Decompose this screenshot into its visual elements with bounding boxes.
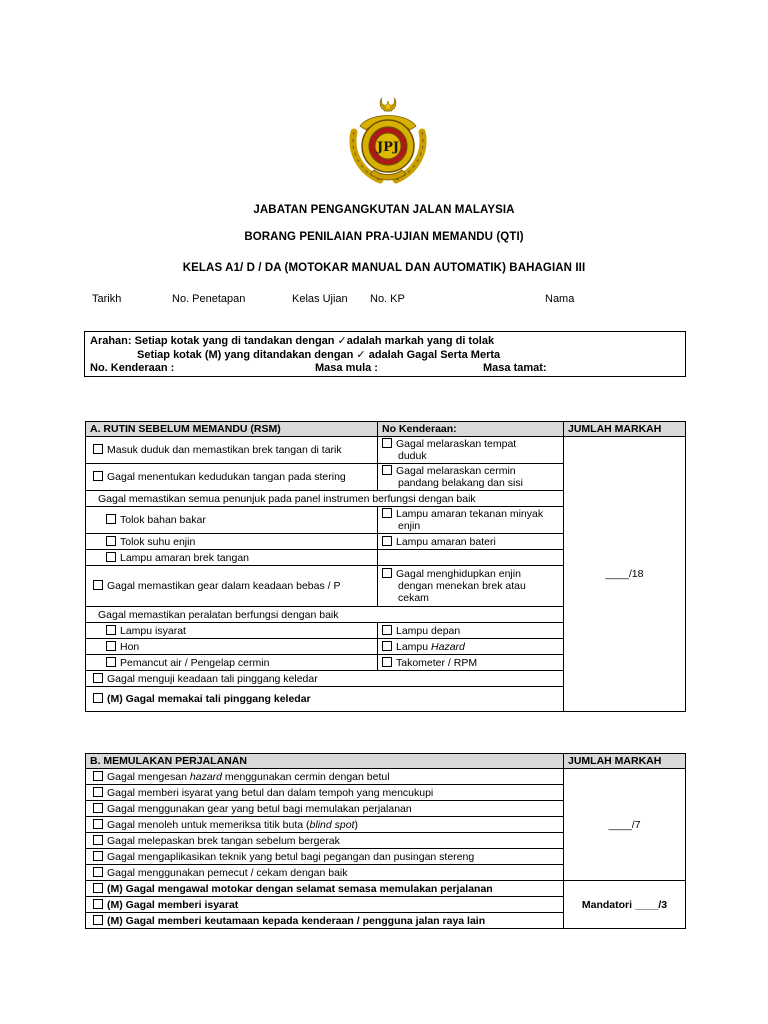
checkbox[interactable]	[93, 899, 103, 909]
checkbox[interactable]	[93, 915, 103, 925]
checkbox[interactable]	[93, 471, 103, 481]
checkbox[interactable]	[106, 514, 116, 524]
check-item[interactable]: Gagal menentukan kedudukan tangan pada stering	[86, 464, 378, 491]
check-item[interactable]: Tolok bahan bakar	[86, 507, 378, 534]
no-kenderaan-header: No Kenderaan:	[378, 422, 564, 437]
emblem-letters: JPJ	[376, 140, 400, 155]
checkbox[interactable]	[93, 803, 103, 813]
mandatory-check-item[interactable]: (M) Gagal mengawal motokar dengan selamat semasa memulakan perjalanan	[86, 881, 564, 897]
check-item[interactable]: Pemancut air / Pengelap cermin	[86, 655, 378, 671]
checkbox[interactable]	[106, 657, 116, 667]
check-item[interactable]: Gagal mengesan hazard menggunakan cermin dengan betul	[86, 769, 564, 785]
no-penetapan-label: No. Penetapan	[172, 293, 246, 305]
form-title: BORANG PENILAIAN PRA-UJIAN MEMANDU (QTI)	[244, 231, 524, 243]
check-item[interactable]: Gagal melaraskan tempat duduk	[378, 437, 564, 464]
checkbox[interactable]	[93, 883, 103, 893]
section-a-title: A. RUTIN SEBELUM MEMANDU (RSM)	[86, 422, 378, 437]
jpj-emblem-logo	[340, 92, 436, 188]
check-item[interactable]: Gagal memastikan gear dalam keadaan bebas / P	[86, 566, 378, 607]
check-item[interactable]: Gagal memberi isyarat yang betul dan dalam tempoh yang mencukupi	[86, 785, 564, 801]
check-item[interactable]: Gagal menguji keadaan tali pinggang keledar	[86, 671, 564, 687]
masa-mula-label: Masa mula :	[315, 362, 378, 374]
checkbox[interactable]	[382, 508, 392, 518]
group-heading: Gagal memastikan peralatan berfungsi dengan baik	[86, 607, 564, 623]
section-b-table	[85, 753, 686, 929]
kelas-ujian-label: Kelas Ujian	[292, 293, 348, 305]
check-item[interactable]: Gagal melaraskan cermin pandang belakang dan sisi	[378, 464, 564, 491]
empty-cell	[378, 550, 564, 566]
checkbox[interactable]	[382, 568, 392, 578]
checkbox[interactable]	[106, 625, 116, 635]
checkbox[interactable]	[93, 771, 103, 781]
jumlah-markah-header: JUMLAH MARKAH	[564, 754, 686, 769]
checkbox[interactable]	[106, 552, 116, 562]
nama-label: Nama	[545, 293, 575, 305]
no-kp-label: No. KP	[370, 293, 405, 305]
group-heading: Gagal memastikan semua penunjuk pada panel instrumen berfungsi dengan baik	[86, 491, 564, 507]
mandatory-check-item[interactable]: (M) Gagal memberi isyarat	[86, 897, 564, 913]
checkbox[interactable]	[93, 673, 103, 683]
checkbox[interactable]	[93, 867, 103, 877]
checkbox[interactable]	[93, 819, 103, 829]
check-item[interactable]: Gagal menggunakan gear yang betul bagi memulakan perjalanan	[86, 801, 564, 817]
check-item[interactable]: Masuk duduk dan memastikan brek tangan di tarik	[86, 437, 378, 464]
checkbox[interactable]	[93, 444, 103, 454]
instruction-line-1: Arahan: Setiap kotak yang di tandakan dengan ✓adalah markah yang di tolak	[90, 335, 495, 347]
section-b-score: ____/7	[564, 769, 686, 881]
checkbox[interactable]	[93, 787, 103, 797]
check-item[interactable]: Gagal menggunakan pemecut / cekam dengan baik	[86, 865, 564, 881]
check-item[interactable]: Gagal melepaskan brek tangan sebelum bergerak	[86, 833, 564, 849]
check-item[interactable]: Lampu depan	[378, 623, 564, 639]
checkbox[interactable]	[93, 580, 103, 590]
checkbox[interactable]	[382, 641, 392, 651]
check-item[interactable]: Lampu Hazard	[378, 639, 564, 655]
check-item[interactable]: Hon	[86, 639, 378, 655]
checkbox[interactable]	[93, 835, 103, 845]
checkbox[interactable]	[93, 693, 103, 703]
check-item[interactable]: Gagal menghidupkan enjin dengan menekan brek atau cekam	[378, 566, 564, 607]
checkbox[interactable]	[106, 641, 116, 651]
check-item[interactable]: Tolok suhu enjin	[86, 534, 378, 550]
check-item[interactable]: Lampu amaran brek tangan	[86, 550, 378, 566]
tarikh-label: Tarikh	[92, 293, 122, 305]
section-b-mandatori: Mandatori ____/3	[564, 881, 686, 929]
checkbox[interactable]	[382, 625, 392, 635]
checkbox[interactable]	[382, 536, 392, 546]
check-item[interactable]: Lampu amaran tekanan minyak enjin	[378, 507, 564, 534]
check-item[interactable]: Lampu amaran bateri	[378, 534, 564, 550]
checkbox[interactable]	[382, 657, 392, 667]
checkbox[interactable]	[382, 438, 392, 448]
section-a-score: ____/18	[564, 437, 686, 712]
masa-tamat-label: Masa tamat:	[483, 362, 547, 374]
check-item[interactable]: Gagal menoleh untuk memeriksa titik buta (blind spot)	[86, 817, 564, 833]
mandatory-check-item[interactable]: (M) Gagal memberi keutamaan kepada kenderaan / pengguna jalan raya lain	[86, 913, 564, 929]
class-title: KELAS A1/ D / DA (MOTOKAR MANUAL DAN AUTOMATIK) BAHAGIAN III	[182, 262, 586, 274]
instructions-box	[84, 331, 686, 377]
jumlah-markah-header: JUMLAH MARKAH	[564, 422, 686, 437]
section-a-table	[85, 421, 686, 712]
check-item[interactable]: Lampu isyarat	[86, 623, 378, 639]
checkbox[interactable]	[93, 851, 103, 861]
mandatory-check-item[interactable]: (M) Gagal memakai tali pinggang keledar	[86, 687, 564, 712]
department-title: JABATAN PENGANGKUTAN JALAN MALAYSIA	[253, 204, 515, 216]
instruction-line-2: Setiap kotak (M) yang ditandakan dengan ✓ adalah Gagal Serta Merta	[137, 349, 501, 361]
section-b-title: B. MEMULAKAN PERJALANAN	[86, 754, 564, 769]
checkbox[interactable]	[106, 536, 116, 546]
check-item[interactable]: Gagal mengaplikasikan teknik yang betul bagi pegangan dan pusingan stereng	[86, 849, 564, 865]
checkbox[interactable]	[382, 465, 392, 475]
check-item[interactable]: Takometer / RPM	[378, 655, 564, 671]
no-kenderaan-label: No. Kenderaan :	[90, 362, 175, 374]
